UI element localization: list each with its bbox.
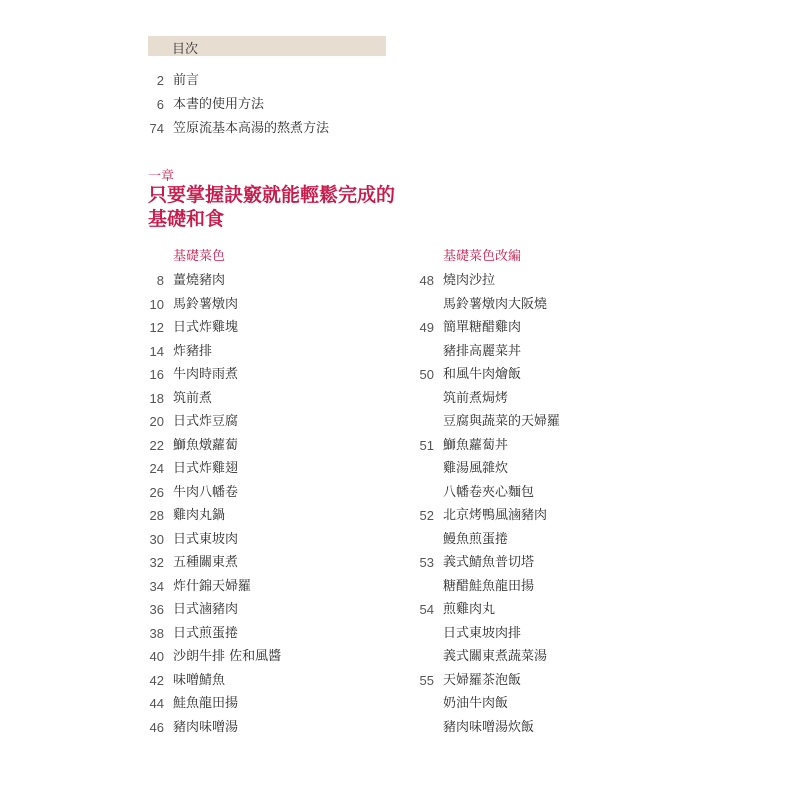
- entry-title: 糖醋鮭魚龍田揚: [443, 578, 535, 594]
- entry-title: 八幡卷夾心麵包: [443, 484, 535, 500]
- chapter-label: 一章: [148, 169, 175, 184]
- entry-title: 日式煎蛋捲: [173, 625, 239, 641]
- page-number: 54: [419, 602, 434, 617]
- entry-title: 薑燒豬肉: [173, 273, 226, 288]
- page-number: 38: [149, 625, 164, 641]
- page-number: 34: [149, 578, 164, 594]
- entry-title: 天婦羅茶泡飯: [443, 672, 522, 688]
- page-number: 32: [149, 555, 164, 570]
- entry-title: 鮭魚龍田揚: [173, 696, 239, 711]
- entry-title: 鰻魚煎蛋捲: [443, 531, 509, 547]
- chapter-title: [148, 183, 395, 231]
- entry-title: 日式炸豆腐: [173, 414, 239, 429]
- entry-title: 笠原流基本高湯的熬煮方法: [173, 121, 330, 136]
- entry-title: 牛肉八幡卷: [173, 484, 239, 500]
- chapter-title-line-2: 基礎和食: [148, 208, 225, 230]
- page-number: 49: [419, 320, 434, 335]
- page-number: 24: [149, 461, 164, 476]
- page-number: 53: [419, 555, 434, 570]
- entry-title: 本書的使用方法: [173, 97, 265, 112]
- entry-title: 炸什錦天婦羅: [173, 578, 252, 594]
- toc-title: 目次: [172, 42, 199, 57]
- entry-title: 牛肉時雨煮: [173, 367, 239, 382]
- entry-title: 豬肉味噌湯: [173, 719, 239, 735]
- entry-title: 日式滷豬肉: [173, 602, 239, 617]
- page-number: 12: [149, 320, 164, 335]
- left-section-title: 基礎菜色: [173, 249, 226, 264]
- page-number: 52: [419, 508, 434, 523]
- entry-title: 奶油牛肉飯: [443, 696, 509, 711]
- chapter-title-line-1: 只要掌握訣竅就能輕鬆完成的: [148, 184, 396, 206]
- page-number: 46: [149, 719, 164, 735]
- entry-title: 豬排高麗菜丼: [443, 343, 522, 359]
- entry-title: 沙朗牛排 佐和風醬: [173, 649, 282, 664]
- entry-title: 燒肉沙拉: [443, 273, 496, 288]
- entry-title: 日式炸雞塊: [173, 320, 239, 335]
- page-number: 18: [149, 390, 164, 406]
- page-number: 51: [419, 437, 434, 453]
- page-number: 44: [149, 696, 164, 711]
- toc-header-bar: [148, 36, 386, 56]
- entry-title: 雞肉丸鍋: [173, 508, 226, 523]
- page-number: 55: [419, 672, 434, 688]
- entry-title: 日式東坡肉: [173, 531, 239, 547]
- page-number: 28: [149, 508, 164, 523]
- entry-title: 前言: [173, 73, 200, 88]
- page-number: 2: [156, 73, 164, 88]
- entry-title: 煎雞肉丸: [443, 602, 496, 617]
- entry-title: 馬鈴薯燉肉大阪燒: [443, 296, 548, 312]
- page-number: 30: [149, 531, 164, 547]
- entry-title: 義式鯖魚普切塔: [443, 555, 535, 570]
- entry-title: 北京烤鴨風滷豬肉: [443, 508, 548, 523]
- page-number: 10: [149, 296, 164, 312]
- page-number: 6: [156, 97, 164, 112]
- page-number: 74: [149, 121, 164, 136]
- entry-title: 豆腐與蔬菜的天婦羅: [443, 414, 561, 429]
- entry-title: 鰤魚燉蘿蔔: [173, 437, 239, 453]
- page-number: 48: [419, 273, 434, 288]
- entry-title: 日式炸雞翅: [173, 461, 239, 476]
- entry-title: 和風牛肉燴飯: [443, 367, 522, 382]
- right-section-title: 基礎菜色改編: [443, 249, 522, 264]
- page-number: 8: [156, 273, 164, 288]
- entry-title: 豬肉味噌湯炊飯: [443, 719, 535, 735]
- page-number: 20: [149, 414, 164, 429]
- page-number: 42: [149, 672, 164, 688]
- entry-title: 義式關東煮蔬菜湯: [443, 649, 548, 664]
- entry-title: 五種關東煮: [173, 555, 239, 570]
- entry-title: 日式東坡肉排: [443, 625, 522, 641]
- entry-title: 炸豬排: [173, 343, 213, 359]
- entry-title: 馬鈴薯燉肉: [173, 296, 239, 312]
- page-number: 50: [419, 367, 434, 382]
- entry-title: 簡單糖醋雞肉: [443, 320, 522, 335]
- page-number: 22: [149, 437, 164, 453]
- entry-title: 雞湯風雜炊: [443, 461, 509, 476]
- entry-title: 筑前煮: [173, 390, 213, 406]
- page-number: 26: [149, 484, 164, 500]
- page-number: 40: [149, 649, 164, 664]
- entry-title: 筑前煮焗烤: [443, 390, 509, 406]
- page-number: 14: [149, 343, 164, 359]
- entry-title: 味噌鯖魚: [173, 672, 226, 688]
- page-number: 16: [149, 367, 164, 382]
- page-number: 36: [149, 602, 164, 617]
- entry-title: 鰤魚蘿蔔丼: [443, 437, 509, 453]
